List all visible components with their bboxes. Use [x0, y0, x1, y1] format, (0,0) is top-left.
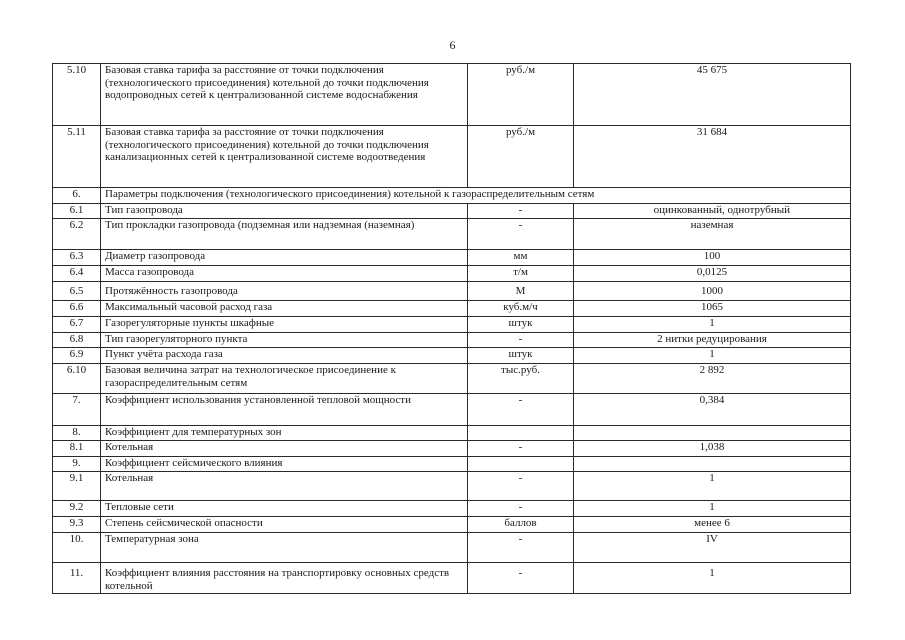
- row-value: 1,038: [574, 441, 851, 457]
- row-value: 2 892: [574, 364, 851, 394]
- row-name: Тип газопровода: [101, 204, 468, 219]
- row-number: 9.3: [53, 517, 101, 533]
- table-row: [53, 563, 851, 594]
- row-value: 1: [574, 563, 851, 594]
- table-row: [53, 250, 851, 266]
- row-name: Газорегуляторные пункты шкафные: [101, 317, 468, 333]
- row-value: 31 684: [574, 126, 851, 188]
- row-unit: руб./м: [468, 64, 574, 126]
- row-number: 5.10: [53, 64, 101, 126]
- row-name: Тепловые сети: [101, 501, 468, 517]
- row-unit: штук: [468, 348, 574, 364]
- row-unit: -: [468, 563, 574, 594]
- row-value: 1: [574, 348, 851, 364]
- row-number: 8.1: [53, 441, 101, 457]
- row-number: 5.11: [53, 126, 101, 188]
- row-name: Диаметр газопровода: [101, 250, 468, 266]
- row-name: Котельная: [101, 441, 468, 457]
- row-number: 6.6: [53, 301, 101, 317]
- table-row: [53, 533, 851, 563]
- tariff-parameters-table: [52, 63, 851, 594]
- row-unit: [468, 426, 574, 441]
- row-name: Максимальный часовой расход газа: [101, 301, 468, 317]
- table-row: [53, 317, 851, 333]
- row-unit: -: [468, 501, 574, 517]
- row-name: Тип газорегуляторного пункта: [101, 333, 468, 348]
- row-unit: -: [468, 333, 574, 348]
- row-number: 6.5: [53, 282, 101, 301]
- row-name: Котельная: [101, 472, 468, 501]
- row-number: 8.: [53, 426, 101, 441]
- row-unit: М: [468, 282, 574, 301]
- row-number: 6.10: [53, 364, 101, 394]
- row-value: 1000: [574, 282, 851, 301]
- row-number: 6.: [53, 188, 101, 204]
- section-heading: Параметры подключения (технологического присоединения) котельной к газораспределительным сетям: [101, 188, 851, 204]
- row-name: Базовая ставка тарифа за расстояние от точки подключения (технологического присоединения) котельной до точки подключения водопроводных сетей к централизованной системе водоснабжения: [101, 64, 468, 126]
- table-row: [53, 457, 851, 472]
- row-value: 1: [574, 472, 851, 501]
- row-unit: [468, 457, 574, 472]
- row-number: 6.8: [53, 333, 101, 348]
- row-unit: т/м: [468, 266, 574, 282]
- row-name: Базовая величина затрат на технологическое присоединение к газораспределительным сетям: [101, 364, 468, 394]
- table-row: [53, 441, 851, 457]
- table-row: [53, 394, 851, 426]
- row-number: 6.7: [53, 317, 101, 333]
- row-value: 0,0125: [574, 266, 851, 282]
- row-value: 2 нитки редуцирования: [574, 333, 851, 348]
- row-unit: -: [468, 394, 574, 426]
- row-value: менее 6: [574, 517, 851, 533]
- row-number: 6.9: [53, 348, 101, 364]
- table-row: [53, 333, 851, 348]
- row-name: Температурная зона: [101, 533, 468, 563]
- row-value: [574, 457, 851, 472]
- row-name: Коэффициент для температурных зон: [101, 426, 468, 441]
- row-number: 9.1: [53, 472, 101, 501]
- table-section-row: [53, 188, 851, 204]
- row-value: оцинкованный, однотрубный: [574, 204, 851, 219]
- row-value: 1: [574, 501, 851, 517]
- row-number: 6.1: [53, 204, 101, 219]
- row-number: 6.2: [53, 219, 101, 250]
- row-unit: штук: [468, 317, 574, 333]
- page-number: 6: [449, 38, 456, 52]
- row-unit: куб.м/ч: [468, 301, 574, 317]
- table-row: [53, 472, 851, 501]
- row-value: IV: [574, 533, 851, 563]
- row-number: 9.: [53, 457, 101, 472]
- row-number: 6.4: [53, 266, 101, 282]
- row-name: Коэффициент влияния расстояния на транспортировку основных средств котельной: [101, 563, 468, 594]
- row-unit: -: [468, 441, 574, 457]
- table-row: [53, 517, 851, 533]
- row-value: 1065: [574, 301, 851, 317]
- row-number: 11.: [53, 563, 101, 594]
- row-name: Коэффициент использования установленной тепловой мощности: [101, 394, 468, 426]
- row-value: [574, 426, 851, 441]
- row-name: Протяжённость газопровода: [101, 282, 468, 301]
- row-name: Масса газопровода: [101, 266, 468, 282]
- row-number: 9.2: [53, 501, 101, 517]
- row-name: Степень сейсмической опасности: [101, 517, 468, 533]
- row-unit: -: [468, 533, 574, 563]
- row-value: 45 675: [574, 64, 851, 126]
- table-row: [53, 282, 851, 301]
- row-unit: тыс.руб.: [468, 364, 574, 394]
- row-unit: баллов: [468, 517, 574, 533]
- row-name: Базовая ставка тарифа за расстояние от точки подключения (технологического присоединения) котельной до точки подключения канализационных сетей к централизованной системе водоотведения: [101, 126, 468, 188]
- table-row: [53, 301, 851, 317]
- row-value: 100: [574, 250, 851, 266]
- table-row: [53, 219, 851, 250]
- row-number: 7.: [53, 394, 101, 426]
- row-number: 6.3: [53, 250, 101, 266]
- table-row: [53, 126, 851, 188]
- table-row: [53, 348, 851, 364]
- table-row: [53, 64, 851, 126]
- table-row: [53, 204, 851, 219]
- row-name: Тип прокладки газопровода (подземная или надземная (наземная): [101, 219, 468, 250]
- row-value: 0,384: [574, 394, 851, 426]
- row-name: Коэффициент сейсмического влияния: [101, 457, 468, 472]
- row-number: 10.: [53, 533, 101, 563]
- row-value: наземная: [574, 219, 851, 250]
- row-unit: -: [468, 472, 574, 501]
- table-row: [53, 266, 851, 282]
- table-row: [53, 364, 851, 394]
- row-value: 1: [574, 317, 851, 333]
- table-row: [53, 501, 851, 517]
- row-unit: мм: [468, 250, 574, 266]
- row-name: Пункт учёта расхода газа: [101, 348, 468, 364]
- row-unit: руб./м: [468, 126, 574, 188]
- row-unit: -: [468, 204, 574, 219]
- table-row: [53, 426, 851, 441]
- row-unit: -: [468, 219, 574, 250]
